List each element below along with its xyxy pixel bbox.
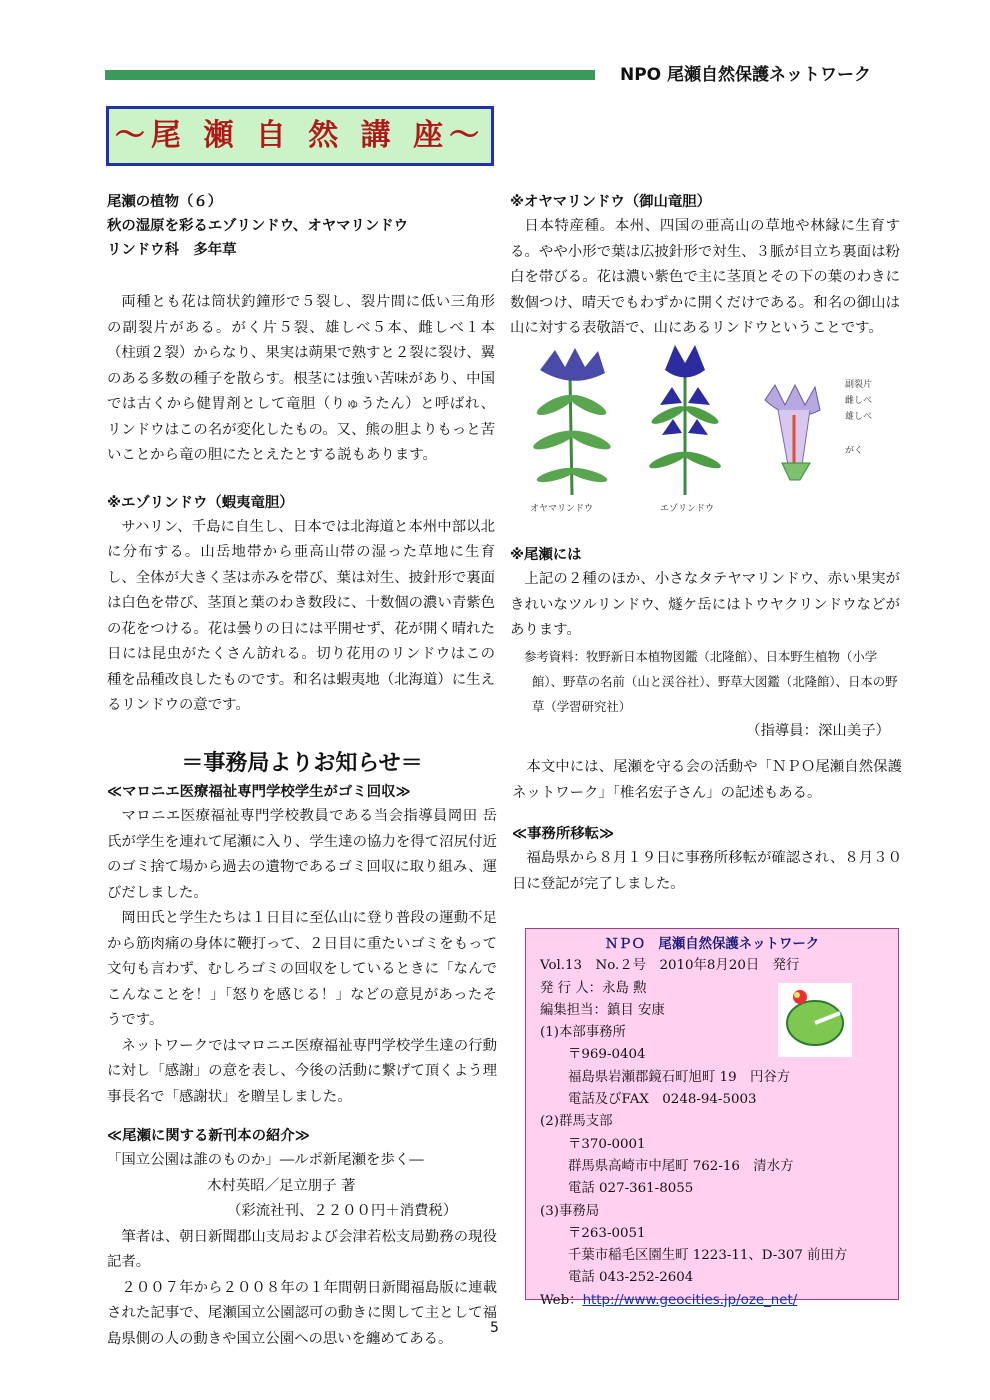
marronnier-heading: ≪マロニエ医療福祉専門学校学生がゴミ回収≫ [107, 784, 411, 800]
book-text-2: ２００７年から２００８年の１年間朝日新聞福島版に連載された記事で、尾瀬国立公園認可の動きに関して主として福島県側の人の動きや国立公園への思いを纏めてある。 [107, 1279, 497, 1347]
notice-title: ＝事務局よりお知らせ＝ [181, 751, 423, 776]
info-office1-tel: 電話及びFAX 0248-94-5003 [568, 1092, 757, 1108]
info-publisher: 発 行 人：永島 勲 [540, 980, 647, 996]
oyama-text: 日本特産種。本州、四国の亜高山の草地や林縁に生育する。やや小形で葉は広披針形で対生、３脈が目立ち裏面は粉白を帯びる。花は濃い紫色で主に茎頂とその下の葉のわきに数個つけ、晴天でもわずかに開くだけである。和名の御山は山に対する表敬語で、山にあるリンドウということです。 [510, 218, 900, 336]
ezo-heading: ※エゾリンドウ（蝦夷竜胆） [107, 494, 294, 511]
fig-part-label-4: がく [845, 446, 864, 456]
oyama-rindou-drawing [531, 348, 612, 495]
oze-text: 上記の２種のほか、小さなタテヤマリンドウ、赤い果実がきれいなツルリンドウ、燧ケ岳にはトウヤクリンドウなどがあります。 [510, 571, 900, 638]
flower-cross-section [765, 385, 820, 480]
plants-intro: 両種とも花は筒状釣鐘形で５裂し、裂片間に低い三角形の副裂片がある。がく片５裂、雄しべ５本、雌しべ１本（柱頭２裂）からなり、果実は蒴果で熟すと２裂に裂け、翼のある多数の種子を散らす。根茎には強い苦味があり、中国では古くから健胃剤として竜胆（りゅうたん）と呼ばれ、リンドウはこの名が変化したもの。又、熊の胆よりもっと苦いことから竜の胆にたとえたとする説もあります。 [107, 294, 495, 463]
info-office3-address: 千葉市稲毛区園生町 1223-11、D-307 前田方 [568, 1248, 848, 1264]
marronnier-text-2: 岡田氏と学生たちは１日目に至仏山に登り普段の運動不足から筋肉痛の身体に鞭打って、２日目に重たいゴミをもって文句も言わず、むしろゴミの回収をしているときに「なんでこんなことを！」「怒りを感じる！」などの意見があったそうです。 [107, 910, 497, 1028]
info-office3-tel: 電話 043-252-2604 [568, 1270, 694, 1286]
right-column [510, 190, 900, 342]
guide-credit: （指導員：深山美子） [746, 722, 890, 739]
ezo-text: サハリン、千島に自生し、日本では北海道と本州中部以北に分布する。山岳地帯から亜高山帯の湿った草地に生育し、全体が大きく茎は赤みを帯び、葉は対生、披針形で裏面は白色を帯び、茎頂と葉のわき数段に、十数個の濃い青紫色の花をつける。花は曇りの日には平開せず、花が開く晴れた日には昆虫がたくさん訪れる。切り花用のリンドウはこの種を品種改良したものです。和名は蝦夷地（北海道）に生えるリンドウの意です。 [107, 518, 495, 713]
references: 参考資料：牧野新日本植物図鑑（北隆館）、日本野生植物（小学館）、野草の名前（山と渓谷社）、野草大図鑑（北隆館）、日本の野草（学習研究社） [524, 648, 898, 714]
info-office1-zip: 〒969-0404 [568, 1047, 646, 1063]
fig-part-label-3: 雄しべ [845, 412, 873, 422]
fig-part-label-1: 副裂片 [845, 380, 873, 390]
info-office2-tel: 電話 027-361-8055 [568, 1181, 694, 1197]
plants-subheading: 秋の湿原を彩るエゾリンドウ、オヤマリンドウ [107, 218, 409, 234]
section-title: ～尾 瀬 自 然 講 座～ [106, 106, 494, 166]
info-office1: (1)本部事務所 [540, 1025, 626, 1041]
office-move-text: 福島県から８月１９日に事務所移転が確認され、８月３０日に登記が完了しました。 [512, 850, 902, 892]
info-office1-address: 福島県岩瀬郡鏡石町旭町 19 円谷方 [568, 1069, 791, 1085]
book-text-3: 本文中には、尾瀬を守る会の活動や「ＮＰＯ尾瀬自然保護ネットワーク」「椎名宏子さん」の記述もある。 [512, 759, 902, 801]
office-move-heading: ≪事務所移転≫ [512, 826, 615, 842]
marronnier-text-1: マロニエ医療福祉専門学校教員である当会指導員岡田 岳氏が学生を連れて尾瀬に入り、学生達の協力を得て沼尻付近のゴミ捨て場から過去の遺物であるゴミ回収に取り組み、運びだしました。 [107, 808, 497, 901]
info-office3: (3)事務局 [540, 1203, 600, 1219]
book-text-1: 筆者は、朝日新聞郡山支局および会津若松支局勤務の現役記者。 [107, 1228, 497, 1270]
header-title: NPO 尾瀬自然保護ネットワーク [620, 65, 872, 85]
oze-heading: ※尾瀬には [510, 547, 582, 563]
info-office2-zip: 〒370-0001 [568, 1136, 646, 1152]
left-column [107, 190, 495, 719]
fig-label-ezo: エゾリンドウ [660, 504, 715, 514]
lilypad-logo [778, 983, 852, 1057]
info-web-label: Web： [540, 1292, 583, 1308]
notice-column [107, 748, 497, 1352]
book-heading: ≪尾瀬に関する新刊本の紹介≫ [107, 1128, 310, 1144]
info-editor: 編集担当：鎮目 安康 [540, 1002, 665, 1018]
gentian-illustration [520, 345, 900, 515]
info-title: ＮＰＯ 尾瀬自然保護ネットワーク [604, 936, 820, 952]
info-office2-address: 群馬県高崎市中尾町 762-16 清水方 [568, 1158, 794, 1174]
page-number: 5 [490, 1320, 499, 1336]
oyama-heading: ※オヤマリンドウ（御山竜胆） [510, 194, 712, 210]
plants-heading: 尾瀬の植物（６） [107, 194, 223, 210]
info-office2: (2)群馬支部 [540, 1114, 613, 1130]
info-volume: Vol.13 No.２号 2010年8月20日 発行 [540, 958, 800, 974]
right-column-lower [510, 543, 900, 744]
book-publisher: （彩流社刊、２２００円＋消費税） [227, 1203, 458, 1219]
header-bar [105, 70, 595, 80]
notice-column-right [512, 755, 902, 897]
book-title: 「国立公園は誰のものか」―ルポ新尾瀬を歩く― [107, 1152, 424, 1168]
fig-part-label-2: 雌しべ [845, 396, 873, 406]
marronnier-text-3: ネットワークではマロニエ医療福祉専門学校学生達の行動に対し「感謝」の意を表し、今後の活動に繋げて頂くよう理事長名で「感謝状」を贈呈しました。 [107, 1037, 497, 1105]
plants-family: リンドウ科 多年草 [107, 242, 237, 258]
ezo-rindou-drawing [647, 345, 722, 495]
info-office3-zip: 〒263-0051 [568, 1225, 646, 1241]
info-web-link[interactable]: http://www.geocities.jp/oze_net/ [582, 1292, 798, 1308]
book-authors: 木村英昭／足立朋子 著 [207, 1177, 356, 1194]
fig-label-oyama: オヤマリンドウ [530, 504, 594, 514]
info-web [540, 1290, 884, 1312]
